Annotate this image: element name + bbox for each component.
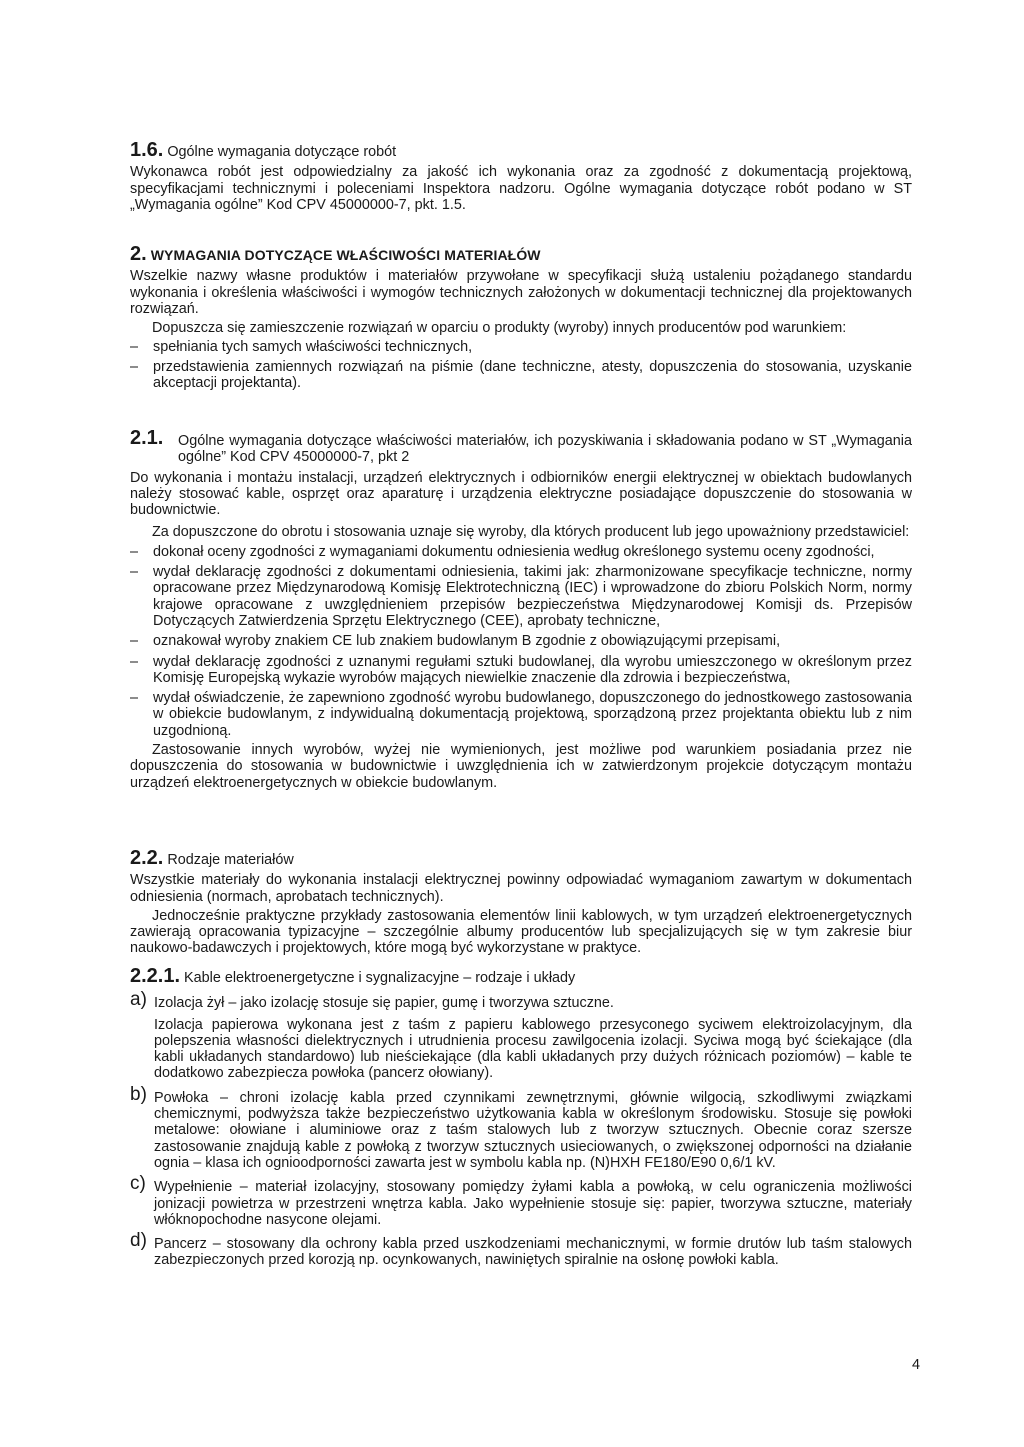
list-item: – spełniania tych samych właściwości technicznych, [130,339,912,355]
item-letter: d) [130,1230,147,1252]
section-2-2 [130,847,912,957]
section-2-heading [130,243,912,265]
section-2-1-conditions-list [130,544,912,739]
section-2-1-heading [130,427,912,466]
section-2-1 [130,427,912,791]
item-letter: a) [130,989,147,1011]
section-2-2-1 [130,965,912,1269]
item-letter: c) [130,1173,146,1195]
section-2-paragraph-1: Wszelkie nazwy własne produktów i materiałów przywołane w specyfikacji służą ustaleniu pożądanego standardu wykonania i określenia właściwości i wymogów technicznych założonych w dokumentacji technicznej dla projektowanych rozwiązań. [130,268,912,317]
list-item: – dokonał oceny zgodności z wymaganiami dokumentu odniesienia według określonego systemu oceny zgodności, [130,544,912,560]
section-2-2-heading [130,847,912,869]
section-title: Kable elektroenergetyczne i sygnalizacyjne – rodzaje i układy [184,970,576,986]
item-letter: b) [130,1083,147,1105]
section-1-6-heading [130,139,912,161]
section-number: 2. [130,243,147,265]
page-number: 4 [912,1357,921,1373]
section-2-2-paragraph-2: Jednocześnie praktyczne przykłady zastosowania elementów linii kablowych, w tym urządzeń elektroenergetycznych zawierają opracowania typizacyjne – szczególnie albumy producentów lub specjalizujących się w tym zakresie biur naukowo-badawczych i projektowych, które mogą być wykorzystane w praktyce. [130,907,912,957]
list-item-b [130,1083,912,1171]
section-2-1-paragraph-1: Do wykonania i montażu instalacji, urządzeń elektrycznych i odbiorników energii elektrycznej w obiektach budowlanych należy stosować kable, osprzęt oraz aparaturę i urządzenia elektryczne posiadające dopuszczenie do stosowania w budownictwie. [130,469,912,519]
item-text: Izolacja żył – jako izolację stosuje się papier, gumę i tworzywa sztuczne. [154,995,614,1012]
section-number: 2.1. [130,427,164,449]
section-title: WYMAGANIA DOTYCZĄCE WŁAŚCIWOŚCI MATERIAŁÓW [150,247,541,263]
list-item-d [130,1230,912,1269]
item-text: Powłoka – chroni izolację kabla przed czynnikami zewnętrznymi, głównie wilgocią, szkodliwymi związkami chemicznymi, podwyższa także bezpieczeństwo użytkowania kabla w określonym środowisku. Stosuje się powłoki metalowe: ołowiane i aluminiowe oraz z taśm stalowych lub z tworzyw sztucznych. Obecnie coraz szersze zastosowanie znajdują kable z powłoką z tworzyw sztucznych usieciowanych, o zwiększonej odporności na działanie ognia – klasa ich ognioodporności zawarta jest w symbolu kabla np. (N)HXH FE180/E90 0,6/1 kV. [154,1089,912,1171]
list-item: – przedstawienia zamiennych rozwiązań na piśmie (dane techniczne, atesty, dopuszczenia do stosowania, uzyskanie akceptacji projektanta). [130,359,912,392]
section-2-1-paragraph-2: Za dopuszczone do obrotu i stosowania uznaje się wyroby, dla których producent lub jego upoważniony przedstawiciel: [152,524,910,541]
list-item: – wydał deklarację zgodności z dokumentami odniesienia, takimi jak: zharmonizowane specyfikacje techniczne, normy opracowane przez Międzynarodową Komisję Elektrotechniczną (IEC) i wprowadzone do zbioru Polskich Norm, normy krajowe opracowane z uwzględnieniem przepisów bezpieczeństwa Międzynarodowej Komisji ds. Przepisów Dotyczących Zatwierdzenia Sprzętu Elektrycznego (CEE), aprobaty techniczne, [130,564,912,629]
section-title: Rodzaje materiałów [167,852,294,868]
section-number: 2.2.1. [130,965,181,987]
item-text: Wypełnienie – materiał izolacyjny, stosowany pomiędzy żyłami kabla a powłoką, w celu ograniczenia możliwości jonizacji powietrza w przestrzeni wnętrza kabla. Jako wypełnienie stosuje się: papier, tworzywa sztuczne, materiały włóknopochodne nasycone olejami. [154,1179,912,1228]
section-title: Ogólne wymagania dotyczące robót [167,144,397,160]
section-title: Ogólne wymagania dotyczące właściwości materiałów, ich pozyskiwania i składowania podano w ST „Wymagania ogólne” Kod CPV 45000000-7, pkt 2 [178,433,912,466]
section-2-2-1-heading [130,965,912,987]
list-item-c [130,1173,912,1228]
item-subparagraph: Izolacja papierowa wykonana jest z taśm z papieru kablowego przesyconego syciwem elektroizolacyjnym, dla polepszenia własności dielektrycznych i utrudnienia procesu zawilgocenia izolacji. Syciwa mogą być ściekające (dla kabli układanych standardowo) lub nieściekające (dla kabli układanych przy dużych różnicach poziomów) – kable te dodatkowo zabezpiecza powłoka (pancerz ołowiany). [154,1016,912,1082]
list-item-a [130,989,912,1082]
section-2-conditions-list [130,339,912,391]
section-number: 1.6. [130,139,164,161]
list-item: – oznakował wyroby znakiem CE lub znakiem budowlanym B zgodnie z obowiązującymi przepisami, [130,633,912,649]
section-2 [130,243,912,392]
section-number: 2.2. [130,847,164,869]
section-2-paragraph-2: Dopuszcza się zamieszczenie rozwiązań w oparciu o produkty (wyroby) innych producentów pod warunkiem: [152,320,847,337]
list-item: – wydał deklarację zgodności z uznanymi regułami sztuki budowlanej, dla wyrobu umieszczonego w określonym przez Komisję Europejską wykazie wyrobów mających niewielkie znaczenie dla zdrowia i bezpieczeństwa, [130,654,912,687]
section-1-6 [130,139,912,213]
list-item: – wydał oświadczenie, że zapewniono zgodność wyrobu budowlanego, dopuszczonego do jednostkowego zastosowania w obiekcie budowlanym, z indywidualną dokumentacją projektową, sporządzoną przez projektanta obiektu lub z nim uzgodnioną. [130,690,912,739]
item-text: Pancerz – stosowany dla ochrony kabla przed uszkodzeniami mechanicznymi, w formie drutów lub taśm stalowych zabezpieczonych przed korozją np. ocynkowanych, nawiniętych spiralnie na osłonę powłoki kabla. [154,1236,912,1269]
section-2-1-paragraph-3: Zastosowanie innych wyrobów, wyżej nie wymienionych, jest możliwe pod warunkiem posiadania przez nie dopuszczenia do stosowania w budownictwie i uwzględnienia ich w zatwierdzonym projekcie dotyczącym montażu urządzeń elektroenergetycznych w obiekcie budowlanym. [130,742,912,791]
section-2-2-paragraph-1: Wszystkie materiały do wykonania instalacji elektrycznej powinny odpowiadać wymaganiom zawartym w dokumentach odniesienia (normach, aprobatach technicznych). [130,872,912,905]
section-1-6-paragraph: Wykonawca robót jest odpowiedzialny za jakość ich wykonania oraz za zgodność z dokumentacją projektową, specyfikacjami technicznymi i poleceniami Inspektora nadzoru. Ogólne wymagania dotyczące robót podano w ST „Wymagania ogólne” Kod CPV 45000000-7, pkt. 1.5. [130,164,912,213]
